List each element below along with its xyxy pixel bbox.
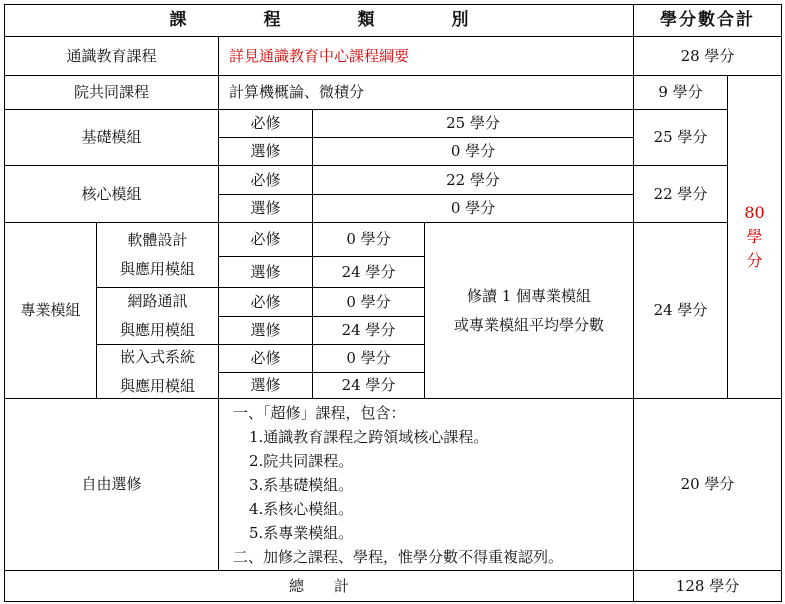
general-education-credits: 28 學分 — [633, 36, 782, 76]
college-common-description: 計算機概論、微積分 — [218, 75, 634, 110]
header-category: 課 程 類 別 — [4, 4, 634, 37]
core-module-total: 22 學分 — [633, 165, 728, 223]
professional-module-note-line1: 修讀 1 個專業模組 — [466, 286, 592, 305]
free-elective-note-2: 2.院共同課程。 — [249, 451, 354, 470]
college-common-credits: 9 學分 — [633, 75, 728, 110]
professional-module-1-elective-label: 選修 — [218, 256, 313, 288]
department-total-char1: 學 — [746, 227, 763, 246]
professional-module-2-required-label: 必修 — [218, 287, 313, 317]
free-elective-note-4: 4.系核心模組。 — [249, 499, 354, 518]
professional-module-2-elective-credits: 24 學分 — [312, 316, 425, 345]
grand-total-credits: 128 學分 — [633, 570, 782, 602]
professional-module-1-line1: 軟體設計 — [127, 231, 188, 249]
free-elective-note-3: 3.系基礎模組。 — [249, 475, 354, 494]
professional-module-2-name — [96, 287, 219, 345]
basic-module-name: 基礎模組 — [4, 109, 219, 166]
professional-module-3-required-label: 必修 — [218, 344, 313, 373]
grand-total-label: 總 計 — [4, 570, 634, 602]
professional-module-3-elective-credits: 24 學分 — [312, 372, 425, 399]
professional-module-name: 專業模組 — [4, 222, 97, 399]
core-module-required-credits: 22 學分 — [312, 165, 634, 195]
header-credit-total: 學分數合計 — [633, 4, 782, 37]
professional-module-2-elective-label: 選修 — [218, 316, 313, 345]
free-elective-note-0: 一、「超修」課程，包含： — [233, 403, 406, 422]
free-elective-note-5: 5.系專業模組。 — [249, 523, 354, 542]
core-module-required-label: 必修 — [218, 165, 313, 195]
professional-module-2-line2: 與應用模組 — [119, 321, 195, 339]
professional-module-1-name — [96, 222, 219, 288]
department-total-char2: 分 — [746, 251, 763, 270]
free-elective-note-1: 1.通識教育課程之跨領域核心課程。 — [249, 427, 489, 446]
professional-module-2-line1: 網路通訊 — [127, 292, 188, 310]
department-total — [727, 75, 782, 399]
professional-module-note-line2: 或專業模組平均學分數 — [453, 315, 604, 334]
free-elective-name: 自由選修 — [4, 398, 219, 571]
professional-module-note — [424, 222, 634, 399]
professional-module-3-line1: 嵌入式系統 — [119, 347, 195, 366]
professional-module-1-elective-credits: 24 學分 — [312, 256, 425, 288]
core-module-elective-label: 選修 — [218, 194, 313, 223]
free-elective-notes — [218, 398, 634, 571]
basic-module-total: 25 學分 — [633, 109, 728, 166]
core-module-elective-credits: 0 學分 — [312, 194, 634, 223]
core-module-name: 核心模組 — [4, 165, 219, 223]
basic-module-elective-label: 選修 — [218, 137, 313, 166]
general-education-description: 詳見通識教育中心課程綱要 — [218, 36, 634, 76]
general-education-name: 通識教育課程 — [4, 36, 219, 76]
department-total-number: 80 — [744, 203, 765, 222]
basic-module-elective-credits: 0 學分 — [312, 137, 634, 166]
professional-module-3-elective-label: 選修 — [218, 372, 313, 399]
professional-module-3-name — [96, 344, 219, 399]
college-common-name: 院共同課程 — [4, 75, 219, 110]
basic-module-required-label: 必修 — [218, 109, 313, 138]
professional-module-1-line2: 與應用模組 — [119, 260, 195, 278]
free-elective-credits: 20 學分 — [633, 398, 782, 571]
basic-module-required-credits: 25 學分 — [312, 109, 634, 138]
professional-module-total: 24 學分 — [633, 222, 728, 399]
professional-module-1-required-label: 必修 — [218, 222, 313, 257]
free-elective-note-6: 二、加修之課程、學程，惟學分數不得重複認列。 — [233, 547, 564, 566]
professional-module-3-line2: 與應用模組 — [119, 376, 195, 395]
professional-module-2-required-credits: 0 學分 — [312, 287, 425, 317]
professional-module-3-required-credits: 0 學分 — [312, 344, 425, 373]
professional-module-1-required-credits: 0 學分 — [312, 222, 425, 257]
